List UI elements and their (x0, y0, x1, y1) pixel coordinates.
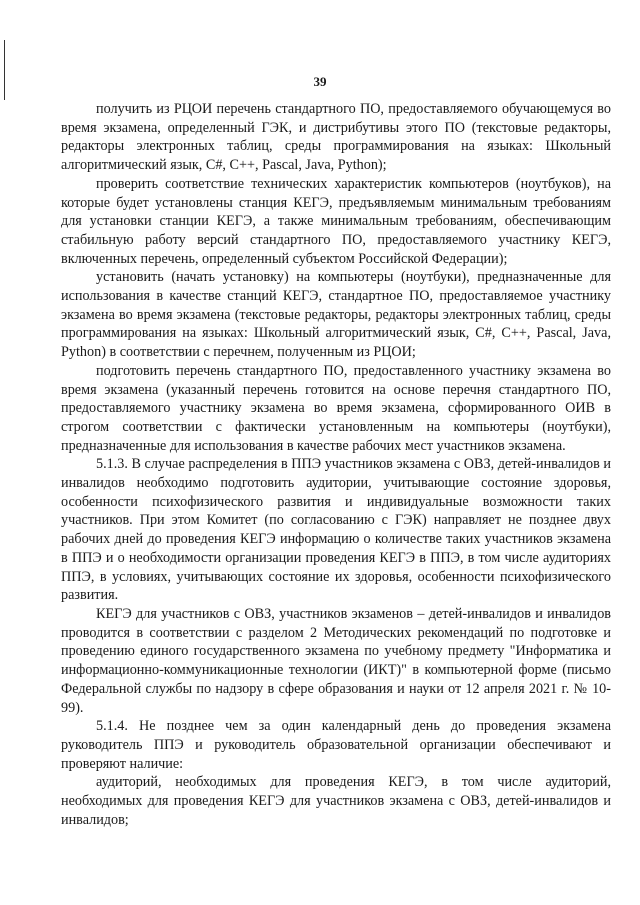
paragraph: проверить соответствие технических характеристик компьютеров (ноутбуков), на которые будет установлены станция КЕГЭ, предъявляемым минимальным требованиям для установки станции КЕГЭ, а также минимальным требованиям, обеспечивающим стабильную работу версий стандартного ПО, предоставляемого участнику КЕГЭ, включенных перечень, определенный субъектом Российской Федерации); (61, 175, 611, 267)
scan-edge-line (4, 40, 5, 100)
paragraph: установить (начать установку) на компьютеры (ноутбуки), предназначенные для использования в качестве станций КЕГЭ, стандартное ПО, предоставляемое участнику экзамена во время экзамена (текстовые редакторы, редакторы электронных таблиц, среды программирования на языках: Школьный алгоритмический язык, C#, C++, Pascal, Java, Python) в соответствии с перечнем, полученным из РЦОИ; (61, 269, 611, 361)
paragraph: КЕГЭ для участников с ОВЗ, участников экзаменов – детей-инвалидов и инвалидов проводится в соответствии с разделом 2 Методических рекомендаций по подготовке и проведению единого государственного экзамена по учебному предмету "Информатика и информационно-коммуникационные технологии (ИКТ)" в компьютерной форме (письмо Федеральной службы по надзору в сфере образования и науки от 12 апреля 2021 г. № 10-99). (61, 605, 611, 716)
paragraph: получить из РЦОИ перечень стандартного ПО, предоставляемого обучающемуся во время экзамена, определенный ГЭК, и дистрибутивы этого ПО (текстовые редакторы, редакторы электронных таблиц, среды программирования на языках: Школьный алгоритмический язык, C#, C++, Pascal, Java, Python); (61, 101, 611, 174)
paragraph: 5.1.3. В случае распределения в ППЭ участников экзамена с ОВЗ, детей-инвалидов и инвалидов необходимо подготовить аудитории, учитывающие состояние здоровья, особенности психофизического развития и индивидуальные возможности таких участников. При этом Комитет (по согласованию с ГЭК) направляет не позднее двух рабочих дней до проведения КЕГЭ информацию о количестве таких участников экзамена в ППЭ и о необходимости организации проведения КЕГЭ в ППЭ, в том числе аудиториях ППЭ, в условиях, учитывающих состояние их здоровья, особенности психофизического развития. (61, 456, 611, 604)
paragraph: аудиторий, необходимых для проведения КЕГЭ, в том числе аудиторий, необходимых для проведения КЕГЭ для участников экзамена с ОВЗ, детей-инвалидов и инвалидов; (61, 774, 611, 828)
page-number: 39 (313, 74, 327, 89)
paragraph: 5.1.4. Не позднее чем за один календарный день до проведения экзамена руководитель ППЭ и руководитель образовательной организации обеспечивают и проверяют наличие: (61, 718, 611, 772)
document-body (61, 100, 611, 829)
paragraph: подготовить перечень стандартного ПО, предоставленного участнику экзамена во время экзамена (указанный перечень готовится на основе перечня стандартного ПО, предоставляемого участнику экзамена во время экзамена, сформированного ОИВ в строгом соответствии с фактически установленным на компьютеры (ноутбуки), предназначенные для использования в качестве рабочих мест участников экзамена. (61, 362, 611, 454)
